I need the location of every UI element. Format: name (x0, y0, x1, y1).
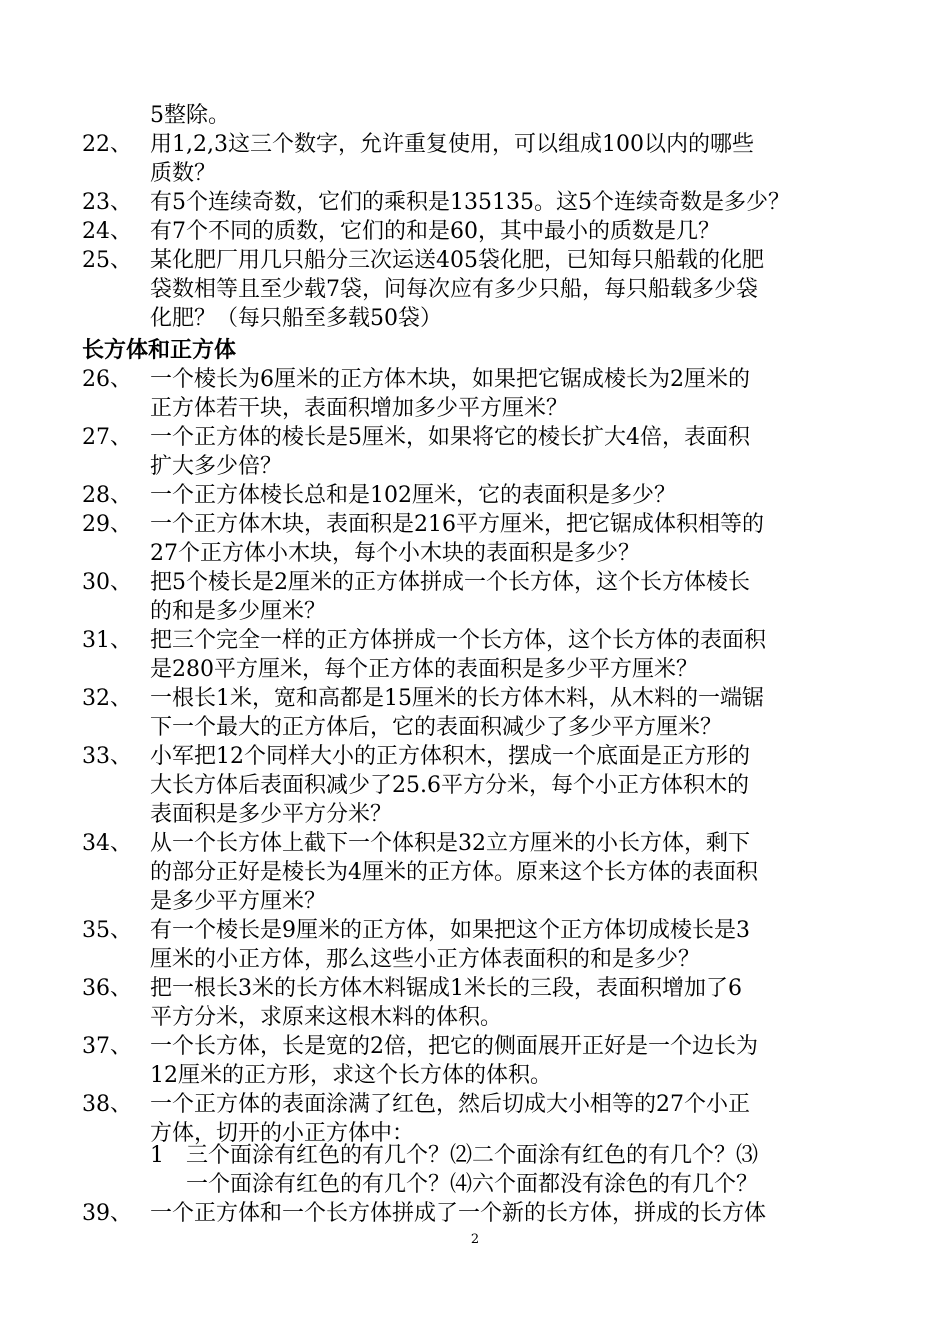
problem-number: 28、 (82, 483, 132, 508)
page-number: 2 (470, 1232, 480, 1247)
problem-text (150, 568, 880, 626)
problem-line: 表面积是多少平方分米？ (150, 802, 393, 827)
problem-text (150, 365, 880, 423)
continuation-text: 5整除。 (150, 103, 230, 128)
problem-number: 26、 (82, 367, 132, 392)
problem-number: 33、 (82, 744, 132, 769)
problem-line: 的部分正好是棱长为4厘米的正方体。原来这个长方体的表面积 (150, 860, 758, 885)
problem-number: 29、 (82, 512, 132, 537)
problem-number: 39、 (82, 1201, 132, 1226)
problem-line: 用1,2,3这三个数字，允许重复使用，可以组成100以内的哪些 (150, 132, 754, 157)
problem-line: 把一根长3米的长方体木料锯成1米长的三段，表面积增加了6 (150, 976, 742, 1001)
sub-item-text (186, 1141, 758, 1199)
problem-text (150, 974, 880, 1032)
problem-text (150, 481, 880, 510)
problem-line: 下一个最大的正方体后，它的表面积减少了多少平方厘米？ (150, 715, 723, 740)
sub-item-number: 1 (150, 1143, 164, 1168)
problem-line: 27个正方体小木块，每个小木块的表面积是多少？ (150, 541, 640, 566)
problem-line: 一个正方体和一个长方体拼成了一个新的长方体，拼成的长方体 (150, 1201, 767, 1226)
sub-item-line: 三个面涂有红色的有几个？⑵二个面涂有红色的有几个？⑶ (186, 1143, 759, 1168)
problem-line: 袋数相等且至少载7袋，问每次应有多少只船，每只船载多少袋 (150, 277, 758, 302)
problem-line: 化肥？（每只船至多载50袋） (150, 306, 442, 331)
problem-text (150, 130, 880, 188)
problem-line: 平方分米，求原来这根木料的体积。 (150, 1005, 503, 1030)
problem-line: 有7个不同的质数，它们的和是60，其中最小的质数是几？ (150, 219, 720, 244)
problem-text (150, 829, 880, 916)
problem-line: 一个棱长为6厘米的正方体木块，如果把它锯成棱长为2厘米的 (150, 367, 750, 392)
problem-line: 质数？ (150, 161, 217, 186)
problem-line: 把三个完全一样的正方体拼成一个长方体，这个长方体的表面积 (150, 628, 767, 653)
problem-line: 扩大多少倍？ (150, 454, 283, 479)
problem-line: 一个长方体，长是宽的2倍，把它的侧面展开正好是一个边长为 (150, 1034, 758, 1059)
problem-line: 从一个长方体上截下一个体积是32立方厘米的小长方体，剩下 (150, 831, 750, 856)
problem-text (150, 1032, 880, 1090)
problem-number: 32、 (82, 686, 132, 711)
problem-line: 12厘米的正方形，求这个长方体的体积。 (150, 1063, 552, 1088)
problem-number: 22、 (82, 132, 132, 157)
problem-number: 37、 (82, 1034, 132, 1059)
problem-text (150, 916, 880, 974)
problem-text (150, 742, 880, 829)
problem-text (150, 626, 880, 684)
problem-line: 一个正方体的棱长是5厘米，如果将它的棱长扩大4倍，表面积 (150, 425, 750, 450)
problem-number: 38、 (82, 1092, 132, 1117)
problem-number: 23、 (82, 190, 132, 215)
problem-text (150, 246, 880, 333)
problem-line: 正方体若干块，表面积增加多少平方厘米？ (150, 396, 569, 421)
problem-line: 大长方体后表面积减少了25.6平方分米，每个小正方体积木的 (150, 773, 749, 798)
problem-number: 34、 (82, 831, 132, 856)
problem-number: 24、 (82, 219, 132, 244)
problem-line: 的和是多少厘米？ (150, 599, 327, 624)
problem-line: 有5个连续奇数，它们的乘积是135135。这5个连续奇数是多少？ (150, 190, 790, 215)
problem-line: 是280平方厘米，每个正方体的表面积是多少平方厘米？ (150, 657, 698, 682)
problem-line: 有一个棱长是9厘米的正方体，如果把这个正方体切成棱长是3 (150, 918, 750, 943)
problem-number: 30、 (82, 570, 132, 595)
problem-text (150, 423, 880, 481)
section-heading: 长方体和正方体 (82, 338, 237, 363)
problem-line: 方体，切开的小正方体中： (150, 1121, 415, 1146)
problem-number: 35、 (82, 918, 132, 943)
problem-line: 一个正方体棱长总和是102厘米，它的表面积是多少？ (150, 483, 676, 508)
problem-text (150, 1199, 880, 1228)
problem-line: 一个正方体木块，表面积是216平方厘米，把它锯成体积相等的 (150, 512, 764, 537)
problem-line: 某化肥厂用几只船分三次运送405袋化肥，已知每只船载的化肥 (150, 248, 764, 273)
problem-line: 一个正方体的表面涂满了红色，然后切成大小相等的27个小正 (150, 1092, 750, 1117)
problem-line: 是多少平方厘米？ (150, 889, 327, 914)
problem-number: 27、 (82, 425, 132, 450)
problem-number: 36、 (82, 976, 132, 1001)
problem-line: 一根长1米，宽和高都是15厘米的长方体木料，从木料的一端锯 (150, 686, 764, 711)
problem-line: 把5个棱长是2厘米的正方体拼成一个长方体，这个长方体棱长 (150, 570, 750, 595)
problem-line: 小军把12个同样大小的正方体积木，摆成一个底面是正方形的 (150, 744, 750, 769)
sub-item-line: 一个面涂有红色的有几个？⑷六个面都没有涂色的有几个？ (186, 1172, 759, 1197)
problem-number: 25、 (82, 248, 132, 273)
problem-text (150, 1090, 880, 1148)
problem-text (150, 188, 880, 217)
problem-text (150, 510, 880, 568)
problem-number: 31、 (82, 628, 132, 653)
problem-text (150, 684, 880, 742)
problem-text (150, 217, 880, 246)
problem-line: 厘米的小正方体，那么这些小正方体表面积的和是多少？ (150, 947, 701, 972)
